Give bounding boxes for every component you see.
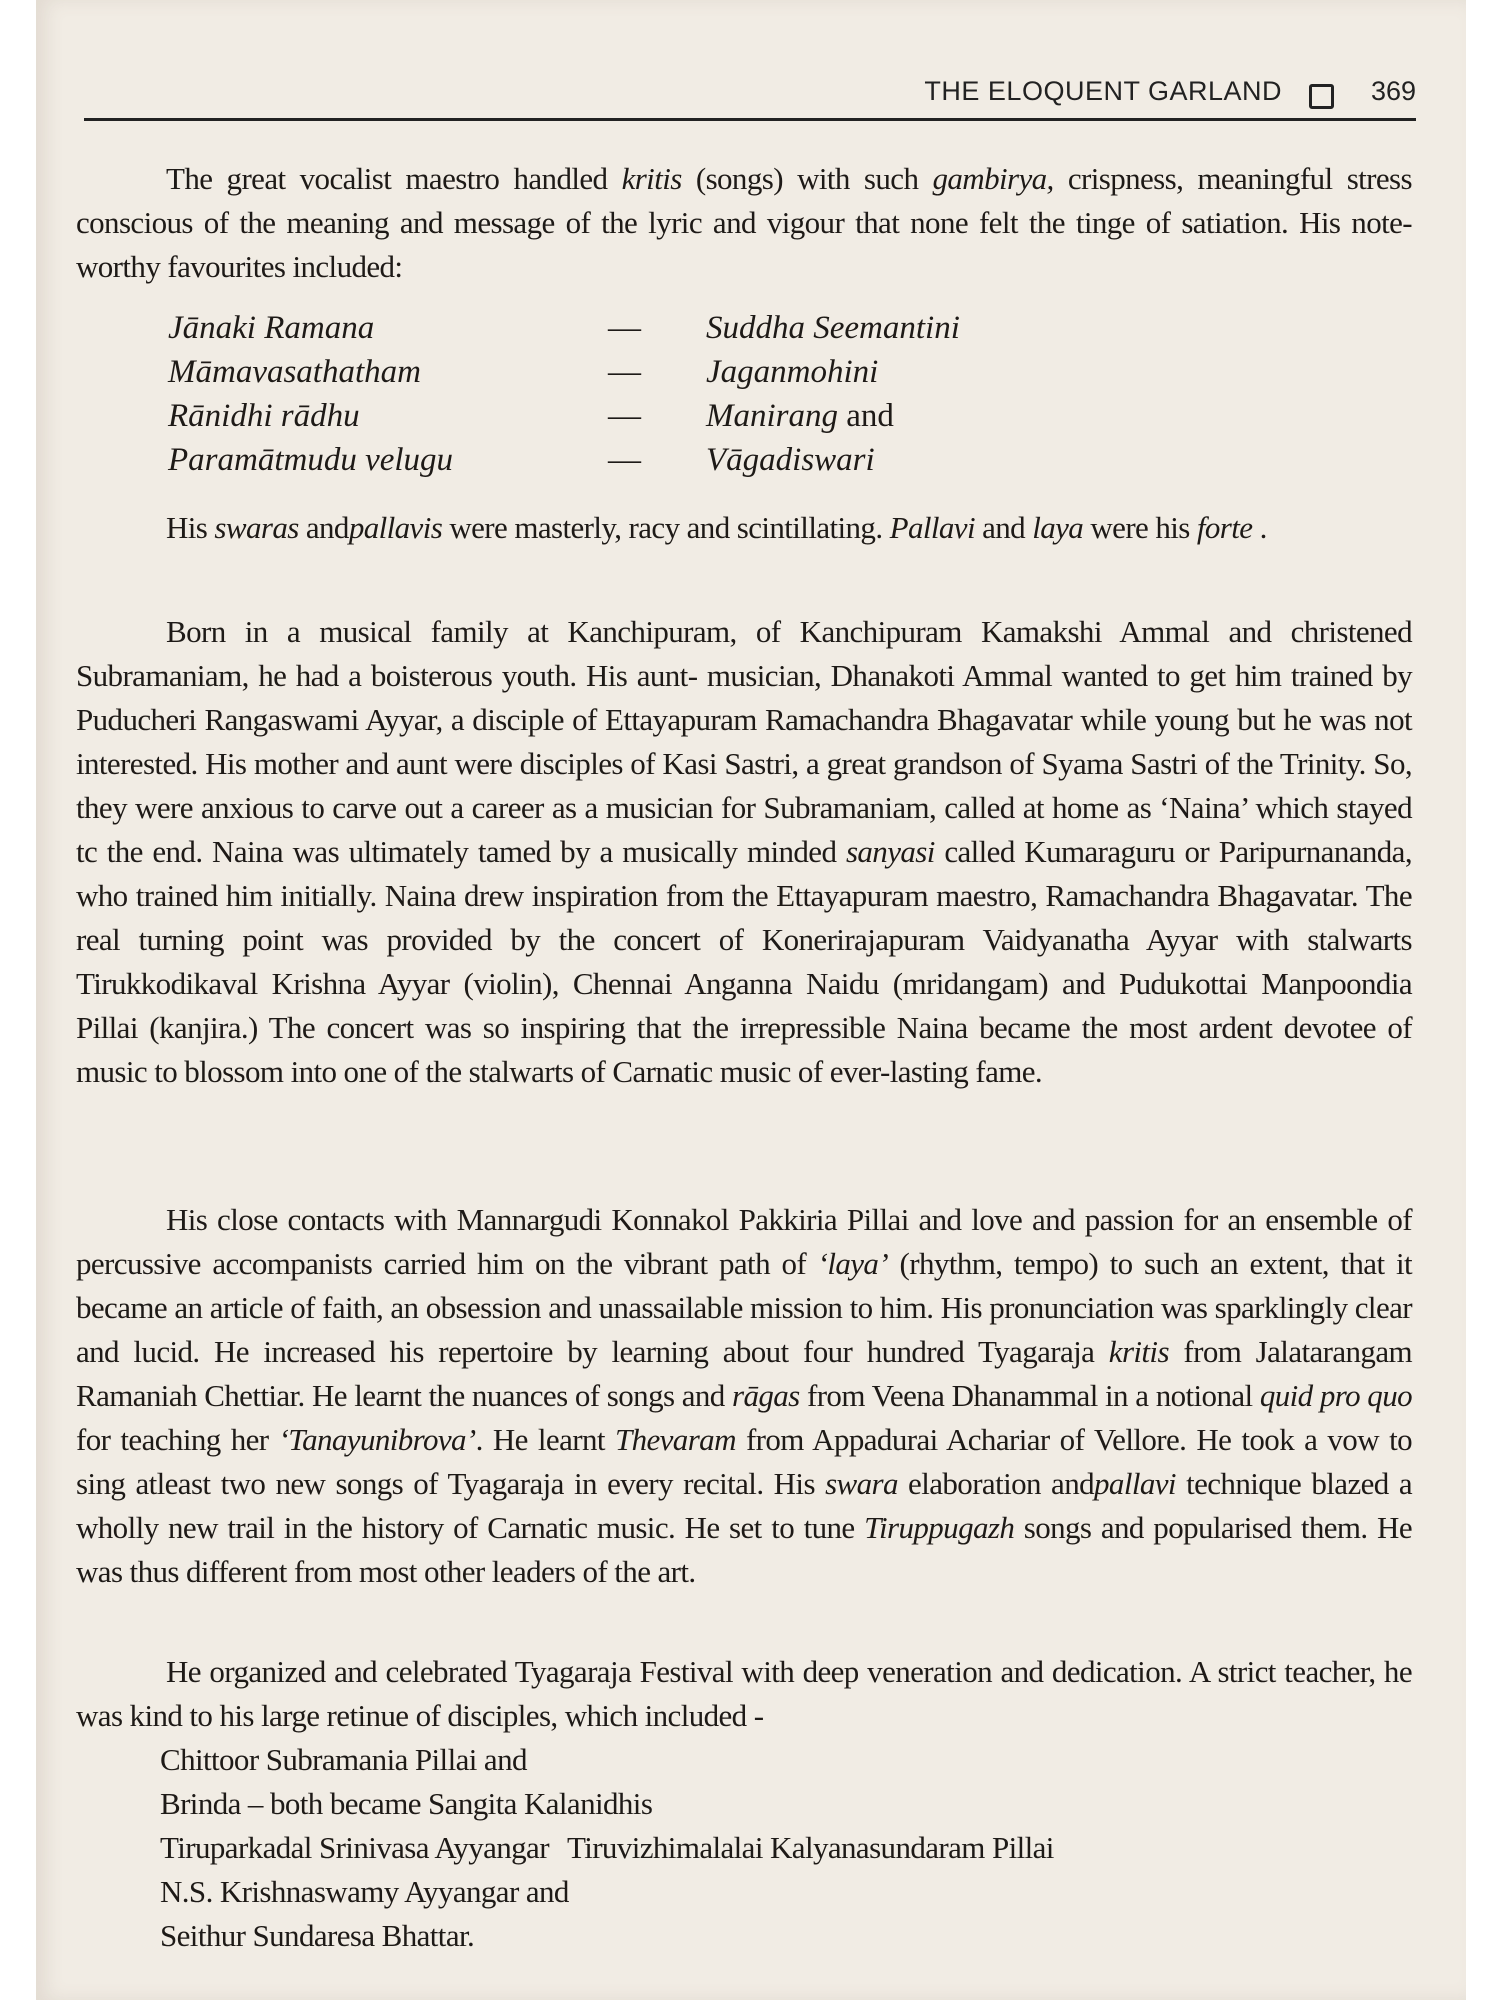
favourite-song: Jānaki Ramana	[168, 310, 375, 346]
disciple-item: N.S. Krishnaswamy Ayyangar and	[160, 1874, 569, 1909]
disciple-item: Seithur Sundaresa Bhattar.	[160, 1918, 475, 1953]
favourite-dash: —	[608, 398, 641, 434]
intro-paragraph: The great vocalist maestro handled kritis (songs) with such gambirya, crispness, meaningful stress conscious of the meaning and message of the lyric and vigour that none felt the tinge of satiation. His note-worthy favourites included:	[76, 161, 1412, 284]
contacts-paragraph: His close contacts with Mannargudi Konnakol Pakkiria Pillai and love and passion for an ensemble of percussive accompanists carried him on the vibrant path of ‘laya’ (rhythm, tempo) to such an extent, that it became an article of faith, an obsession and unassailable mission to him. His pronunciation was sparklingly clear and lucid. He increased his repertoire by learning about four hundred Tyagaraja kritis from Jalatarangam Ramaniah Chettiar. He learnt the nuances of songs and rāgas from Veena Dhanammal in a notional quid pro quo for teaching her ‘Tanayunibrova’. He learnt Thevaram from Appadurai Achariar of Vellore. He took a vow to sing atleast two new songs of Tyagaraja in every recital. His swara elaboration andpallavi technique blazed a wholly new trail in the history of Carnatic music. He set to tune Tiruppugazh songs and popularised them. He was thus different from most other leaders of the art.	[76, 1202, 1413, 1589]
disciple-item: Tiruparkadal Srinivasa Ayyangar Tiruvizhimalalai Kalyanasundaram Pillai	[160, 1830, 1054, 1865]
square-bullet-icon	[1309, 84, 1334, 109]
favourite-dash: —	[608, 442, 641, 478]
favourite-song: Paramātmudu velugu	[168, 442, 454, 478]
favourite-song: Rānidhi rādhu	[168, 398, 360, 434]
running-header	[84, 74, 1416, 121]
favourite-dash: —	[608, 310, 641, 346]
disciple-item: Brinda – both became Sangita Kalanidhis	[160, 1786, 653, 1821]
favourite-raga: Vāgadiswari	[706, 442, 875, 478]
favourite-raga: Jaganmohini	[706, 354, 879, 390]
swaras-paragraph: His swaras andpallavis were masterly, racy and scintillating. Pallavi and laya were his forte .	[166, 510, 1267, 545]
festival-paragraph: He organized and celebrated Tyagaraja Festival with deep veneration and dedication. A strict teacher, he was kind to his large retinue of disciples, which included -	[76, 1654, 1412, 1733]
favourite-dash: —	[608, 354, 641, 390]
favourite-raga: Manirang and	[706, 398, 894, 434]
page-number: 369	[1370, 76, 1416, 106]
disciples-list	[160, 1738, 1054, 1958]
running-header-title: THE ELOQUENT GARLAND	[924, 76, 1282, 106]
disciple-item: Chittoor Subramania Pillai and	[160, 1742, 527, 1777]
biography-paragraph: Born in a musical family at Kanchipuram, of Kanchipuram Kamakshi Ammal and christened Subramaniam, he had a boisterous youth. His aunt- musician, Dhanakoti Ammal wanted to get him trained by Puducheri Rangaswami Ayyar, a disciple of Ettayapuram Ramachandra Bhagavatar while young but he was not interested. His mother and aunt were disciples of Kasi Sastri, a great grandson of Syama Sastri of the Trinity. So, they were anxious to carve out a career as a musician for Subramaniam, called at home as ‘Naina’ which stayed tc the end. Naina was ultimately tamed by a musically minded sanyasi called Kumaraguru or Paripurnananda, who trained him initially. Naina drew inspiration from the Ettayapuram maestro, Ramachandra Bhagavatar. The real turning point was provided by the concert of Konerirajapuram Vaidyanatha Ayyar with stalwarts Tirukkodikaval Krishna Ayyar (violin), Chennai Anganna Naidu (mridangam) and Pudukottai Manpoondia Pillai (kanjira.) The concert was so inspiring that the irrepressible Naina became the most ardent devotee of music to blossom into one of the stalwarts of Carnatic music of ever-lasting fame.	[76, 614, 1412, 1089]
favourite-raga: Suddha Seemantini	[706, 310, 960, 346]
favourite-song: Māmavasathatham	[168, 354, 421, 390]
